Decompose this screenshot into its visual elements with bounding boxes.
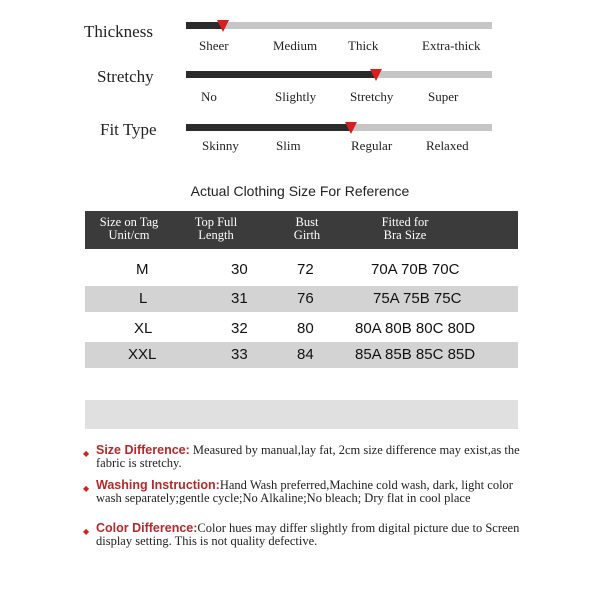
- note-heading: Color Difference:: [96, 521, 198, 535]
- table-row: [85, 257, 518, 283]
- fit-type-option-relaxed: Relaxed: [426, 138, 469, 153]
- thickness-option-sheer: Sheer: [199, 38, 229, 53]
- cell-bust: 76: [297, 290, 314, 307]
- thickness-marker: [217, 20, 229, 32]
- cell-bra-size: 75A 75B 75C: [373, 290, 462, 307]
- bullet-icon: ◆: [83, 484, 90, 493]
- note-heading: Washing Instruction:: [96, 478, 220, 492]
- stretchy-marker: [370, 69, 382, 81]
- thickness-option-extra-thick: Extra-thick: [422, 38, 481, 53]
- cell-length: 32: [231, 320, 248, 337]
- cell-length: 30: [231, 261, 248, 278]
- cell-bra-size: 70A 70B 70C: [371, 261, 460, 278]
- size-table-title: Actual Clothing Size For Reference: [190, 183, 410, 199]
- stretchy-label: Stretchy: [97, 67, 154, 86]
- fit-type-option-skinny: Skinny: [202, 138, 239, 153]
- cell-size: L: [139, 290, 148, 307]
- note-size-difference: [83, 443, 526, 470]
- empty-band: [85, 400, 518, 429]
- cell-size: M: [136, 261, 149, 278]
- note-washing-instruction: [83, 478, 526, 505]
- cell-bust: 80: [297, 320, 314, 337]
- bullet-icon: ◆: [83, 449, 90, 458]
- cell-size: XXL: [128, 346, 157, 363]
- thickness-option-medium: Medium: [273, 38, 318, 53]
- thickness-label: Thickness: [84, 22, 153, 41]
- header-top-full-length: Top Full Length: [194, 215, 238, 242]
- cell-length: 33: [231, 346, 248, 363]
- table-row: [85, 286, 518, 312]
- stretchy-option-stretchy: Stretchy: [350, 89, 394, 104]
- cell-size: XL: [134, 320, 153, 337]
- stretchy-option-no: No: [201, 89, 217, 104]
- header-size-on-tag: Size on Tag Unit/cm: [99, 215, 159, 242]
- fit-type-track-fill: [186, 124, 351, 131]
- cell-bust: 84: [297, 346, 314, 363]
- bullet-icon: ◆: [83, 527, 90, 536]
- note-text: Hand Wash preferred,Machine cold wash, dark, light color wash separately;gentle cycle;No Alkaline;No bleach; Dry flat in cool place: [96, 478, 513, 505]
- note-text: Measured by manual,lay fat, 2cm size difference may exist,as the fabric is stretchy.: [96, 443, 520, 470]
- stretchy-track: [186, 71, 492, 78]
- cell-bra-size: 80A 80B 80C 80D: [355, 320, 476, 337]
- stretchy-option-super: Super: [428, 89, 459, 104]
- cell-bra-size: 85A 85B 85C 85D: [355, 346, 476, 363]
- header-bust-girth: Bust Girth: [293, 215, 321, 242]
- fit-type-option-regular: Regular: [351, 138, 393, 153]
- table-row: [85, 316, 518, 342]
- cell-length: 31: [231, 290, 248, 307]
- size-table-header: [85, 211, 518, 249]
- fit-type-marker: [345, 122, 357, 134]
- header-bra-size: Fitted for Bra Size: [381, 215, 429, 242]
- note-color-difference: [83, 521, 526, 548]
- note-text: Color hues may differ slightly from digital picture due to Screen display setting. This is not quality defective.: [96, 521, 520, 548]
- fit-type-option-slim: Slim: [276, 138, 301, 153]
- thickness-track: [186, 22, 492, 29]
- table-row: [85, 342, 518, 368]
- stretchy-option-slightly: Slightly: [275, 89, 317, 104]
- cell-bust: 72: [297, 261, 314, 278]
- note-heading: Size Difference:: [96, 443, 190, 457]
- thickness-option-thick: Thick: [348, 38, 379, 53]
- fit-type-track: [186, 124, 492, 131]
- stretchy-track-fill: [186, 71, 376, 78]
- fit-type-label: Fit Type: [100, 120, 157, 139]
